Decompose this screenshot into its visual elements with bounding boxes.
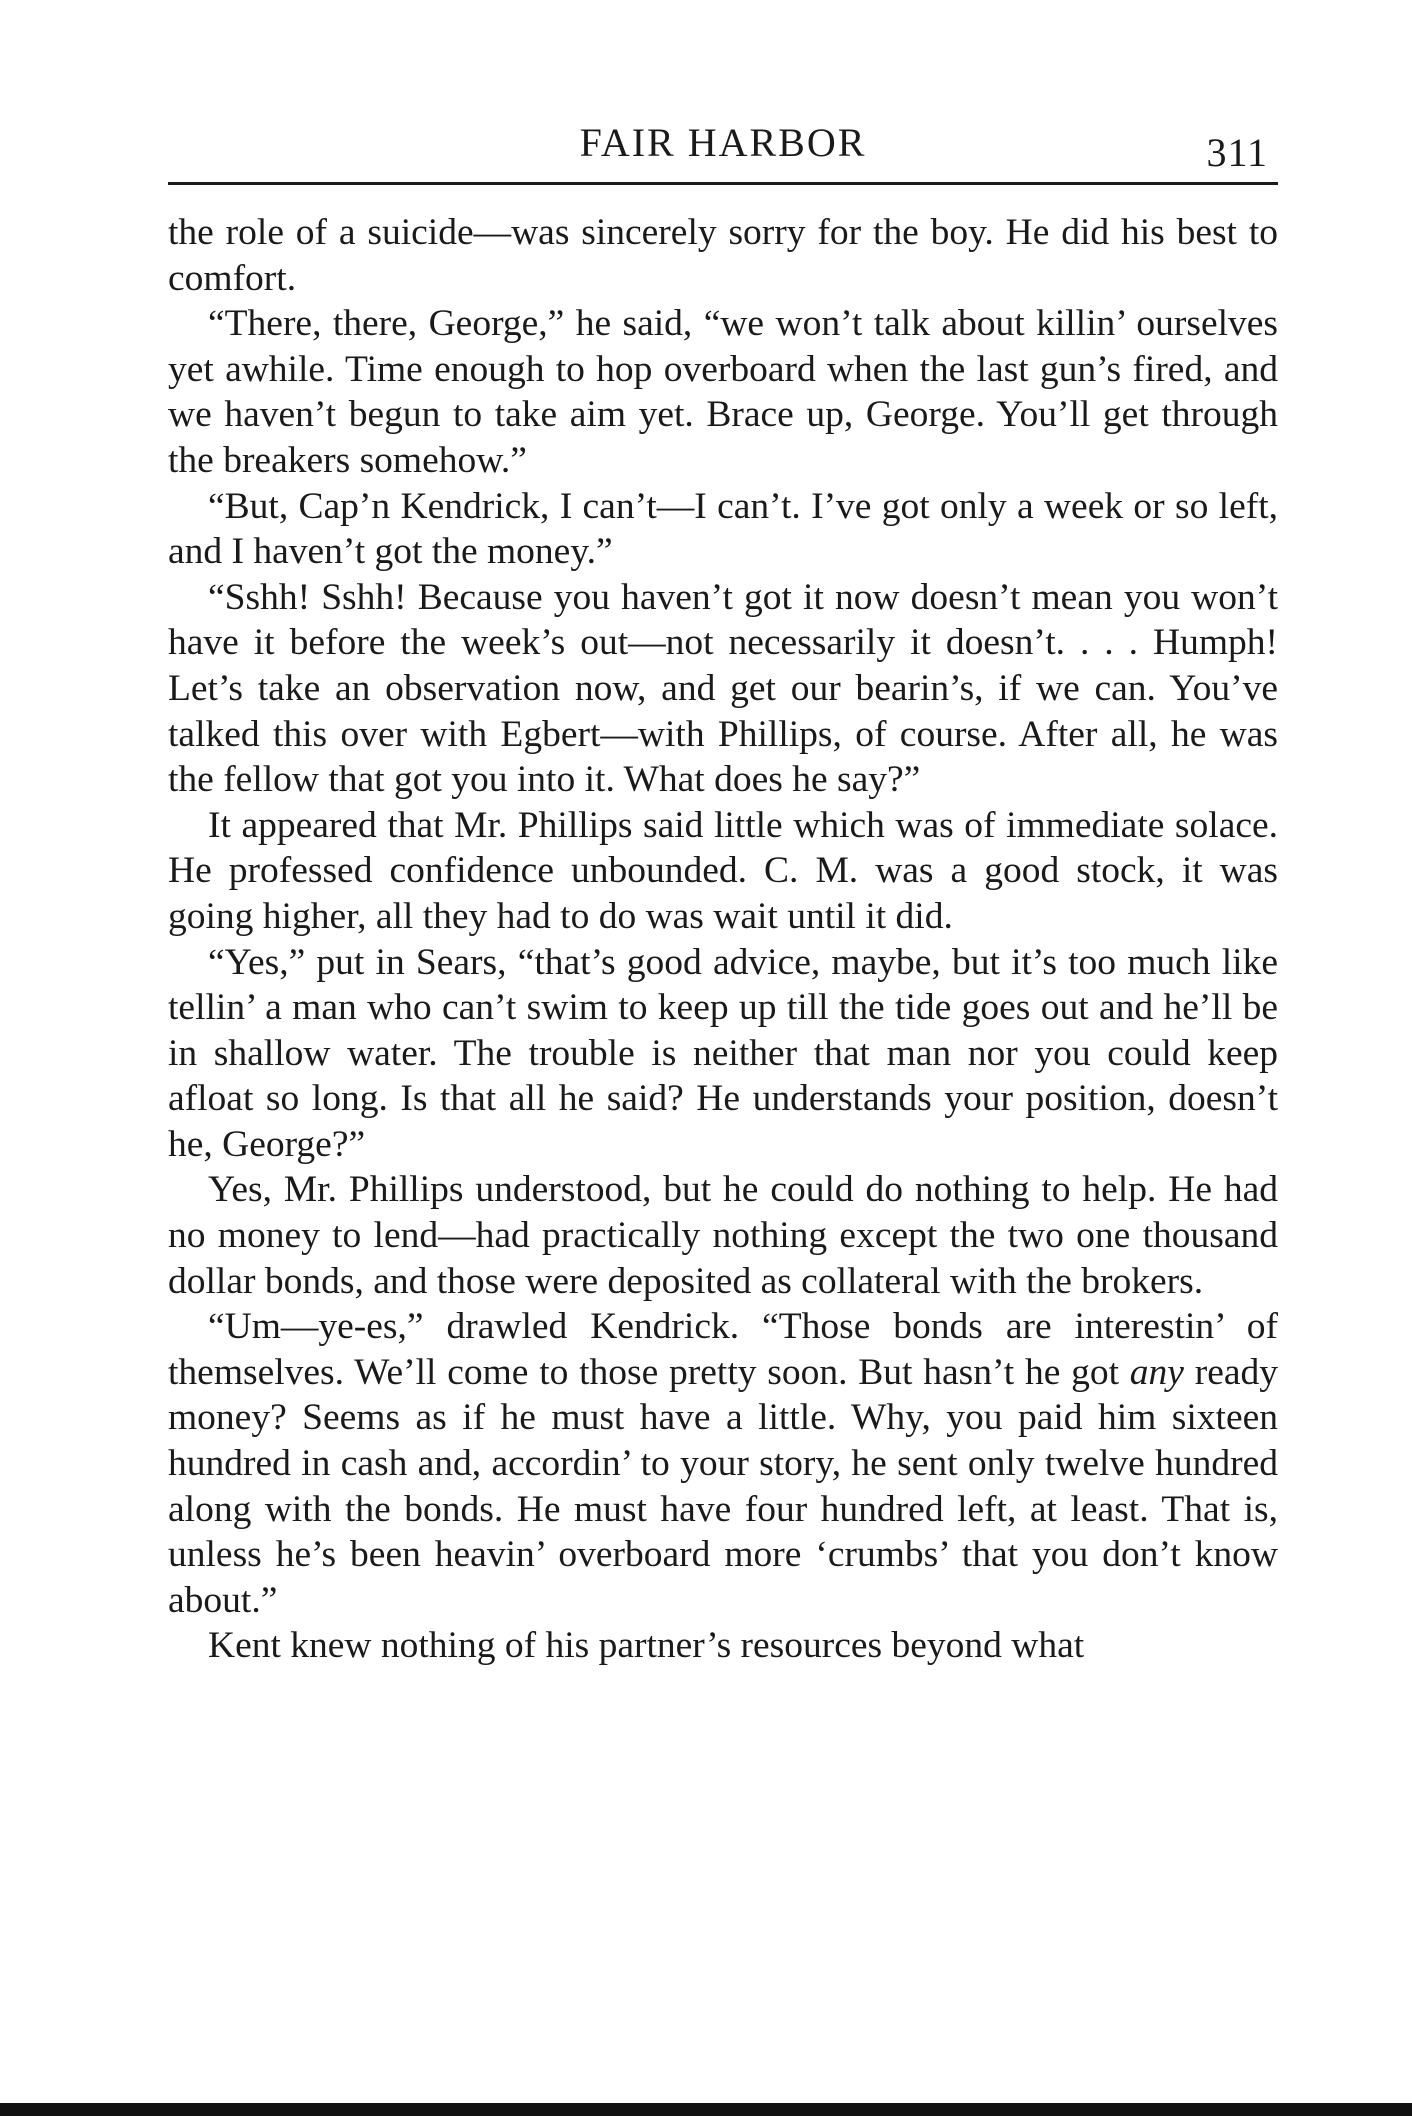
paragraph-text: “Um—ye-es,” drawled Kendrick. “Those bonds are interestin’ of themselves. We’ll come to those pretty soon. But hasn’t he got <box>168 1306 1278 1393</box>
paragraph: “But, Cap’n Kendrick, I can’t—I can’t. I’ve got only a week or so left, and I haven’t got the money.” <box>168 485 1278 573</box>
paragraph: “Yes,” put in Sears, “that’s good advice, maybe, but it’s too much like tellin’ a man who can’t swim to keep up till the tide goes out and he’ll be in shallow water. The trouble is neither that man nor you could keep afloat so long. Is that all he said? He understands your position, doesn’t he, George?” <box>168 941 1278 1165</box>
emphasis-text: any <box>1129 1351 1184 1393</box>
paragraph: Kent knew nothing of his partner’s resources beyond what <box>208 1625 1085 1667</box>
header-rule <box>168 182 1278 185</box>
body-text <box>168 210 1278 1669</box>
paragraph <box>168 1304 1278 1623</box>
paragraph: the role of a suicide—was sincerely sorry for the boy. He did his best to comfort. <box>168 212 1278 299</box>
paragraph: Yes, Mr. Phillips understood, but he could do nothing to help. He had no money to lend—had practically nothing except the two one thousand dollar bonds, and those were deposited as collateral with the brokers. <box>168 1169 1278 1302</box>
running-head <box>168 118 1278 178</box>
paragraph: “There, there, George,” he said, “we won’t talk about killin’ ourselves yet awhile. Time enough to hop overboard when the last gun’s fired, and we haven’t begun to take aim yet. Brace up, George. You’ll get through the breakers somehow.” <box>168 303 1278 481</box>
page-number: 311 <box>1206 130 1268 175</box>
paragraph: “Sshh! Sshh! Because you haven’t got it now doesn’t mean you won’t have it before the week’s out—not necessarily it doesn’t. . . . Humph! Let’s take an observation now, and get our bearin’s, if we can. You’ve talked this over with Egbert—with Phillips, of course. After all, he was the fellow that got you into it. What does he say?” <box>168 576 1278 801</box>
running-title: FAIR HARBOR <box>579 120 867 165</box>
paragraph: It appeared that Mr. Phillips said little which was of immediate solace. He professed confidence unbounded. C. M. was a good stock, it was going higher, all they had to do was wait until it did. <box>168 804 1278 937</box>
scan-bottom-edge <box>0 2103 1412 2116</box>
paragraph-text: ready money? Seems as if he must have a little. Why, you paid him sixteen hundred in cash and, accordin’ to your story, he sent only twelve hundred along with the bonds. He must have four hundred left, at least. That is, unless he’s been heavin’ overboard more ‘crumbs’ that you don’t know about.” <box>168 1351 1278 1621</box>
